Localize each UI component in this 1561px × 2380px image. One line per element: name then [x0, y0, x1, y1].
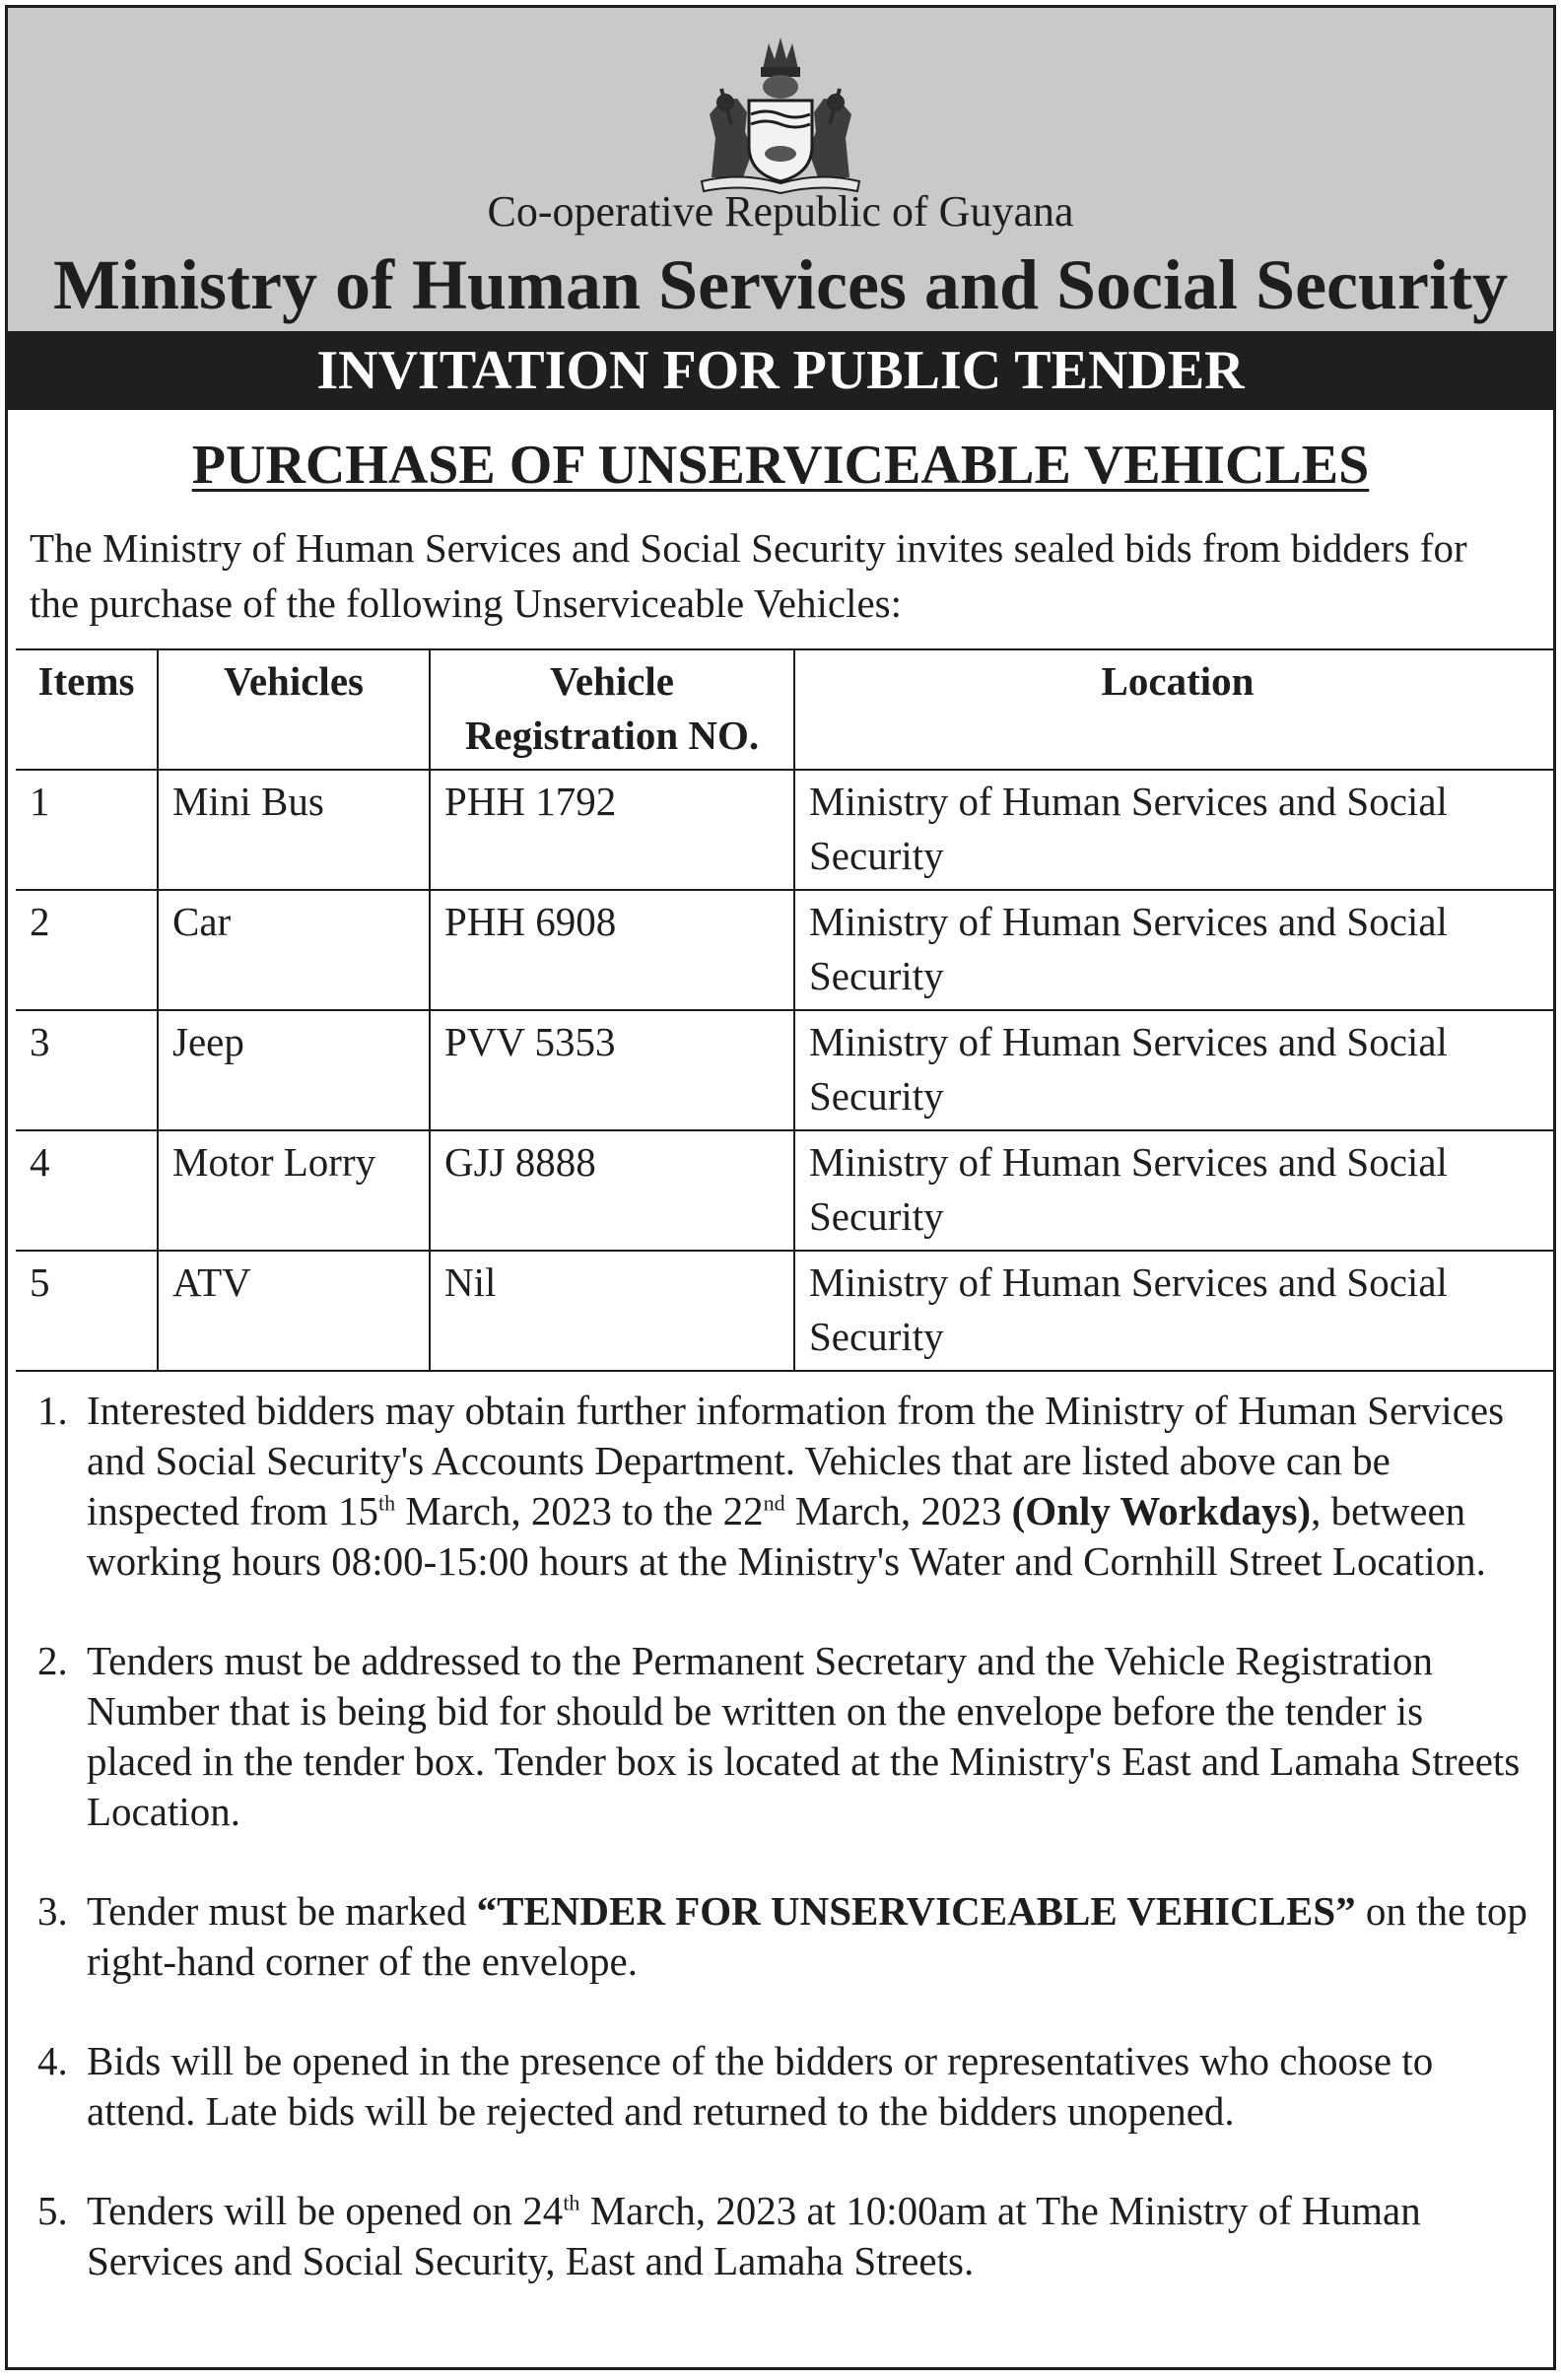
cell-item: 4	[16, 1130, 158, 1251]
table-row	[16, 1251, 1556, 1371]
tender-notes	[37, 1386, 1527, 2336]
cell-vehicle: Car	[158, 890, 430, 1010]
header-items: Items	[16, 649, 158, 770]
cell-location: Ministry of Human Services and Social Security	[794, 1251, 1556, 1371]
cell-vehicle: Motor Lorry	[158, 1130, 430, 1251]
cell-location: Ministry of Human Services and Social Security	[794, 770, 1556, 890]
tender-notice	[5, 5, 1556, 2370]
note-text: Tenders will be opened on 24	[87, 2188, 564, 2233]
cell-registration: GJJ 8888	[430, 1130, 794, 1251]
tender-subject-text: PURCHASE OF UNSERVICEABLE VEHICLES	[191, 435, 1370, 496]
cell-vehicle: Mini Bus	[158, 770, 430, 890]
table-row	[16, 770, 1556, 890]
note-item	[37, 2036, 1527, 2137]
coat-of-arms-icon	[692, 30, 869, 195]
tender-subject	[8, 434, 1553, 497]
note-text: on the top right-hand corner of the envelope.	[87, 1888, 1527, 1984]
cell-item: 1	[16, 770, 158, 890]
ordinal-suffix: nd	[763, 1490, 785, 1516]
header-vehicles: Vehicles	[158, 649, 430, 770]
cell-location: Ministry of Human Services and Social Security	[794, 1130, 1556, 1251]
cell-registration: PVV 5353	[430, 1010, 794, 1130]
note-item	[37, 1386, 1527, 1587]
cell-location: Ministry of Human Services and Social Security	[794, 1010, 1556, 1130]
header-registration: Vehicle Registration NO.	[430, 649, 794, 770]
note-item	[37, 1886, 1527, 1987]
note-emphasis: “TENDER FOR UNSERVICEABLE VEHICLES”	[476, 1888, 1356, 1934]
cell-registration: PHH 1792	[430, 770, 794, 890]
table-row	[16, 890, 1556, 1010]
note-text: Interested bidders may obtain further information from the Ministry of Human Services and Social Security's Accounts Department. Vehicles that are listed above can be inspected from 15	[87, 1388, 1505, 1533]
note-number: 1.	[37, 1388, 68, 1433]
note-text: Bids will be opened in the presence of the bidders or representatives who choose to attend. Late bids will be rejected and returned to the bidders unopened.	[87, 2038, 1434, 2134]
cell-vehicle: Jeep	[158, 1010, 430, 1130]
note-text: March, 2023 at 10:00am at The Ministry of Human Services and Social Security, East and Lamaha Streets.	[87, 2188, 1421, 2283]
cell-item: 5	[16, 1251, 158, 1371]
header	[8, 8, 1553, 331]
vehicles-table	[16, 648, 1556, 1372]
note-text: Tenders must be addressed to the Permanent Secretary and the Vehicle Registration Number that is being bid for should be written on the envelope before the tender is placed in the tender box. Tender box is located at the Ministry's East and Lamaha Streets Location.	[87, 1638, 1521, 1834]
note-number: 4.	[37, 2038, 68, 2083]
note-item	[37, 2186, 1527, 2286]
header-location: Location	[794, 649, 1556, 770]
note-text: March, 2023 to the 22	[395, 1488, 764, 1533]
table-header-row	[16, 649, 1556, 770]
note-number: 3.	[37, 1888, 68, 1934]
note-number: 2.	[37, 1638, 68, 1683]
cell-vehicle: ATV	[158, 1251, 430, 1371]
note-item	[37, 1636, 1527, 1837]
table-row	[16, 1130, 1556, 1251]
intro-paragraph: The Ministry of Human Services and Social Security invites sealed bids from bidders for the purchase of the following Unserviceable Vehicles:	[30, 525, 1467, 626]
table-row	[16, 1010, 1556, 1130]
note-text: Tender must be marked	[87, 1888, 477, 1934]
tender-banner: INVITATION FOR PUBLIC TENDER	[8, 331, 1553, 410]
ministry-title: Ministry of Human Services and Social Security	[53, 245, 1508, 324]
cell-item: 2	[16, 890, 158, 1010]
cell-location: Ministry of Human Services and Social Security	[794, 890, 1556, 1010]
ordinal-suffix: th	[563, 2190, 580, 2215]
cell-item: 3	[16, 1010, 158, 1130]
note-emphasis: (Only Workdays)	[1011, 1488, 1312, 1533]
note-text: , between working hours 08:00-15:00 hours at the Ministry's Water and Cornhill Street Location.	[87, 1488, 1486, 1584]
note-number: 5.	[37, 2188, 68, 2233]
note-text: March, 2023	[784, 1488, 1012, 1533]
cell-registration: PHH 6908	[430, 890, 794, 1010]
country-name: Co-operative Republic of Guyana	[487, 187, 1074, 236]
ordinal-suffix: th	[378, 1490, 396, 1516]
cell-registration: Nil	[430, 1251, 794, 1371]
